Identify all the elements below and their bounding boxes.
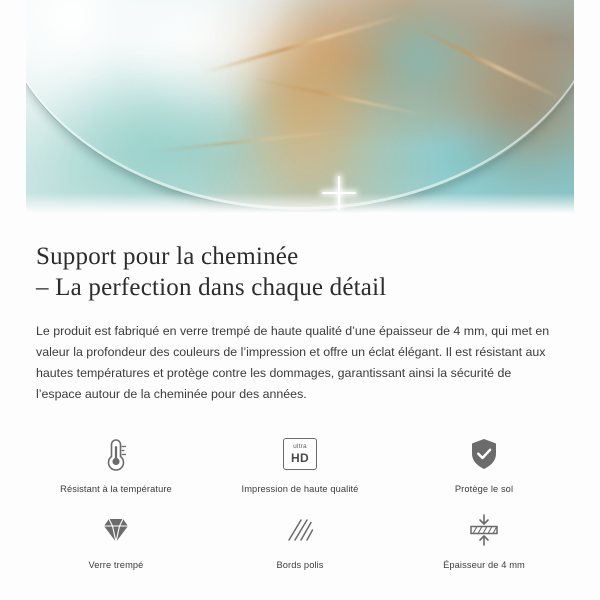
feature-label: Résistant à la température [60, 484, 172, 494]
ultra-hd-icon [277, 431, 323, 477]
ultra-hd-badge-top: ultra [293, 443, 307, 451]
feature-item-temperature [24, 431, 208, 495]
feature-label: Épaisseur de 4 mm [443, 560, 525, 570]
page-title [36, 241, 564, 303]
thermometer-icon [93, 431, 139, 477]
shield-check-icon [461, 431, 507, 477]
feature-item-thickness [392, 507, 576, 571]
diamond-icon [93, 507, 139, 553]
feature-item-print-quality [208, 431, 392, 495]
hero-fade [0, 193, 600, 215]
feature-item-polished-edges [208, 507, 392, 571]
feature-label: Protège le sol [454, 484, 514, 494]
hero-mask-right [574, 0, 600, 215]
hero-mask-left [0, 0, 26, 215]
body-paragraph: Le produit est fabriqué en verre trempé de haute qualité d’une épaisseur de 4 mm, qui met en valeur la profondeur des couleurs de l’impression et offre un éclat élégant. Il est résistant aux hautes températures et protège contre les dommages, garantissant ainsi la sécurité de l’espace autour de la cheminée pour des années. [36, 324, 550, 401]
ultra-hd-badge-bottom: HD [291, 450, 309, 465]
feature-label: Verre trempé [88, 560, 144, 570]
feature-grid [0, 431, 600, 571]
feature-item-tempered-glass [24, 507, 208, 571]
headline-line-2: – La perfection dans chaque détail [36, 274, 387, 301]
polished-edges-icon [277, 507, 323, 553]
thickness-arrows-icon [461, 507, 507, 553]
feature-label: Bords polis [276, 560, 324, 570]
hero-image [0, 0, 600, 215]
headline-line-1: Support pour la cheminée [36, 243, 299, 270]
feature-item-floor-protection [392, 431, 576, 495]
feature-label: Impression de haute qualité [241, 484, 359, 494]
content-block [0, 215, 600, 405]
